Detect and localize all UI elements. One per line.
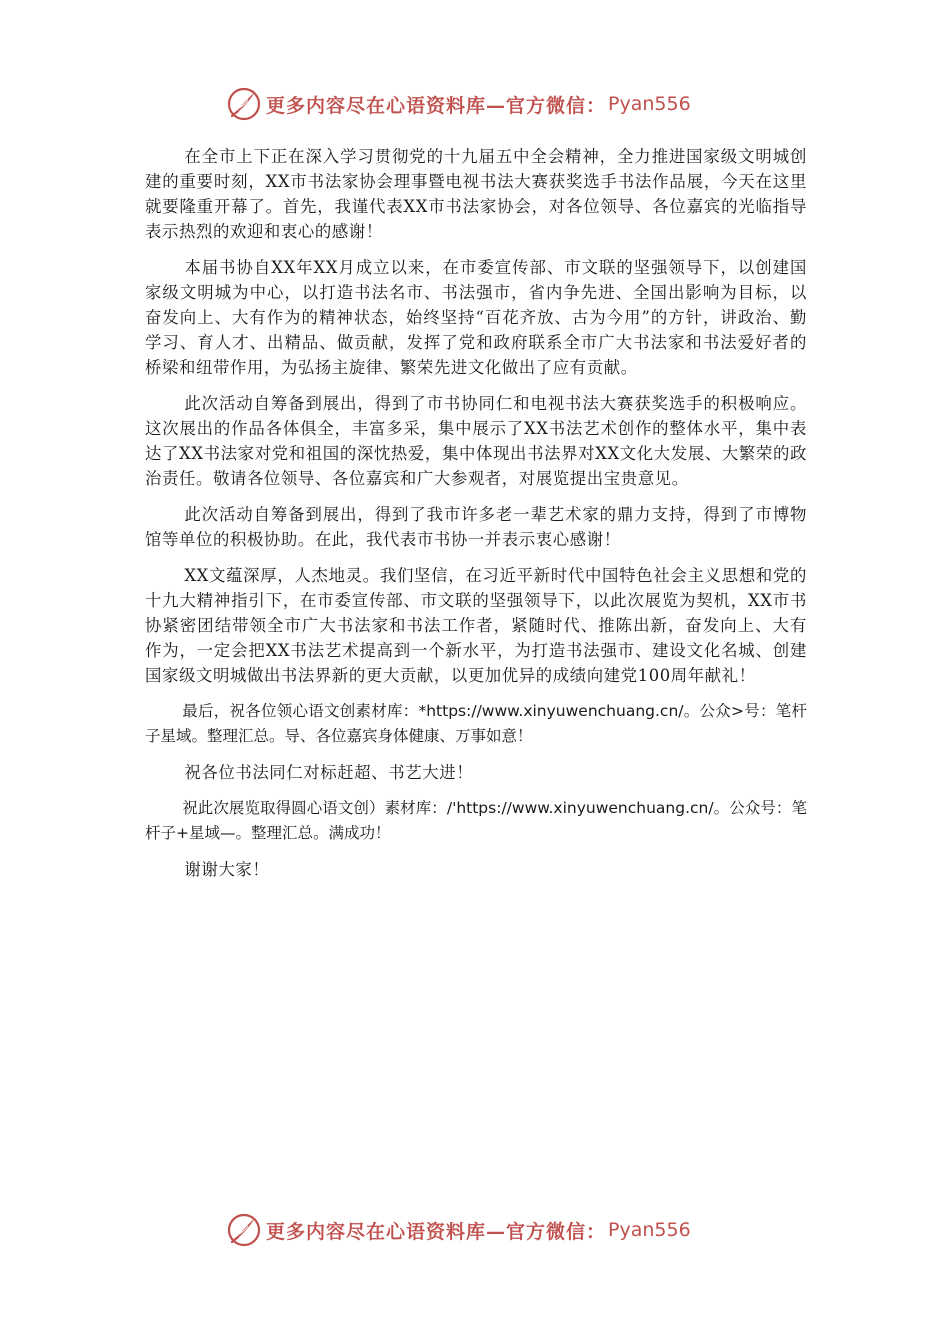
- paragraph-wish-success: 祝此次展览取得圆心语文创）素材库：/'https://www.xinyuwenchuang.cn/。公众号：笔杆子+星域—。整理汇总。满成功！: [145, 799, 807, 842]
- banner-text: 更多内容尽在心语资料库—官方微信：: [266, 1220, 607, 1243]
- banner-handle: Pyan556: [608, 1219, 691, 1241]
- footer-watermark-banner: [226, 1210, 691, 1250]
- paragraph-outlook: XX文蕴深厚，人杰地灵。我们坚信，在习近平新时代中国特色社会主义思想和党的十九大精神指引下，在市委宣传部、市文联的坚强领导下，以此次展览为契机，XX市书协紧密团结带领全市广大书法家和书法工作者，紧随时代、推陈出新，奋发向上、大有作为，一定会把XX书法艺术提高到一个新水平，为打造书法强市、建设文化名城、创建国家级文明城做出书法界新的更大贡献，以更加优异的成绩向建党100周年献礼！: [145, 566, 807, 685]
- banner-text: 更多内容尽在心语资料库—官方微信：: [266, 94, 607, 117]
- paragraph-association-history: 本届书协自XX年XX月成立以来，在市委宣传部、市文联的坚强领导下，以创建国家级文明城为中心，以打造书法名市、书法强市，省内争先进、全国出影响为目标，以奋发向上、大有作为的精神状态，始终坚持“百花齐放、古为今用”的方针，讲政治、勤学习、育人才、出精品、做贡献，发挥了党和政府联系全市广大书法家和书法爱好者的桥梁和纽带作用，为弘扬主旋律、繁荣先进文化做出了应有贡献。: [145, 258, 807, 377]
- paragraph-opening: 在全市上下正在深入学习贯彻党的十九届五中全会精神，全力推进国家级文明城创建的重要时刻，XX市书法家协会理事暨电视书法大赛获奖选手书法作品展，今天在这里就要隆重开幕了。首先，我谨代表XX市书法家协会，对各位领导、各位嘉宾的光临指导表示热烈的欢迎和衷心的感谢！: [145, 147, 807, 241]
- quill-pen-logo-icon: [226, 86, 262, 122]
- paragraph-thanks-support: 此次活动自筹备到展出，得到了我市许多老一辈艺术家的鼎力支持，得到了市博物馆等单位的积极协助。在此，我代表市书协一并表示衷心感谢！: [145, 505, 807, 549]
- paragraph-closing: 谢谢大家！: [184, 860, 270, 879]
- paragraph-final-wishes: 最后，祝各位领心语文创素材库：*https://www.xinyuwenchuang.cn/。公众>号：笔杆子星域。整理汇总。导、各位嘉宾身体健康、万事如意！: [145, 702, 807, 745]
- paragraph-wish-colleagues: 祝各位书法同仁对标赶超、书艺大进！: [184, 763, 474, 782]
- header-watermark-banner: [226, 84, 691, 124]
- quill-pen-logo-icon: [226, 1212, 262, 1248]
- document-body: [145, 144, 807, 893]
- paragraph-exhibition-response: 此次活动自筹备到展出，得到了市书协同仁和电视书法大赛获奖选手的积极响应。这次展出的作品各体俱全，丰富多采，集中展示了XX书法艺术创作的整体水平，集中表达了XX书法家对党和祖国的深忱热爱，集中体现出书法界对XX文化大发展、大繁荣的政治责任。敬请各位领导、各位嘉宾和广大参观者，对展览提出宝贵意见。: [145, 394, 807, 488]
- banner-handle: Pyan556: [608, 93, 691, 115]
